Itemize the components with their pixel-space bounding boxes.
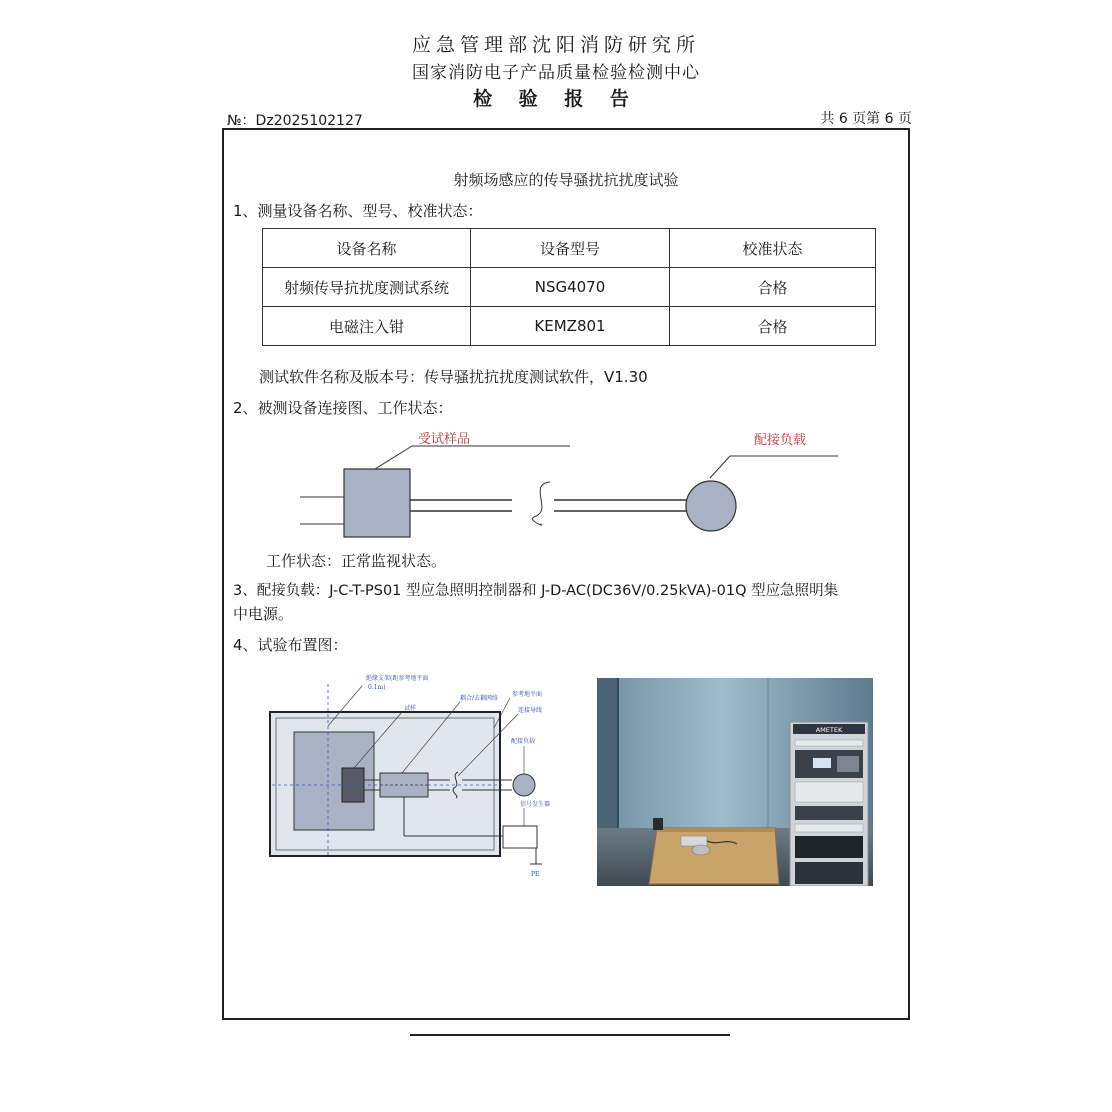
sample-leader-line (375, 446, 412, 469)
rack-slot-1 (795, 740, 863, 746)
document-title: 检 验 报 告 (473, 88, 639, 110)
sample-box (344, 469, 410, 537)
test-layout-diagram (262, 668, 582, 888)
signal-generator-box (503, 826, 537, 848)
item3-line1: 3、配接负载：J-C-T-PS01 型应急照明控制器和 J-D-AC(DC36V/0.25kVA)-01Q 型应急照明集 (233, 583, 839, 599)
rack-bottom-unit (795, 862, 863, 884)
load-circle (513, 774, 535, 796)
report-number: №：Dz2025102127 (227, 113, 363, 129)
table-row (263, 268, 876, 307)
wire-label: 连接导线 (518, 707, 543, 714)
sample-device (681, 836, 707, 846)
wall-connector (653, 818, 663, 830)
instrument-screen (813, 758, 831, 768)
item1-heading: 1、测量设备名称、型号、校准状态： (233, 202, 483, 220)
ground-plane-label: 参考地平面 (512, 691, 543, 698)
photo-drawing (597, 678, 873, 886)
table-cell: 射频传导抗扰度测试系统 (263, 268, 471, 307)
rack-instrument-2 (795, 782, 863, 802)
org-name-line1: 应急管理部沈阳消防研究所 (411, 34, 700, 56)
test-setup-photo (597, 678, 873, 886)
sample-diagram-label: 试样 (404, 705, 417, 712)
load-leader-line (710, 456, 730, 478)
table-row (263, 307, 876, 346)
load-circle (686, 481, 736, 531)
table-cell: NSG4070 (471, 268, 670, 307)
table-header-cell: 设备名称 (263, 229, 471, 268)
rack-brand-label: AMETEK (815, 726, 843, 734)
item2-heading: 2、被测设备连接图、工作状态： (233, 399, 453, 417)
rack-slot-2 (795, 824, 863, 832)
equipment-table (262, 228, 876, 346)
section-title: 射频场感应的传导骚扰抗扰度试验 (453, 171, 679, 189)
equipment-rack (790, 722, 868, 886)
load-label: 配接负载 (754, 433, 807, 448)
bottom-rule (410, 1034, 730, 1036)
table-cell: KEMZ801 (471, 307, 670, 346)
instrument-buttons (837, 756, 859, 772)
cdn-label: 耦合/去耦网络 (460, 695, 499, 702)
generator-label: 信号发生器 (520, 801, 551, 808)
rack-instrument-3 (795, 806, 863, 820)
wooden-table (649, 828, 779, 884)
support-label: 绝缘支架(距参考地平面 (366, 675, 429, 682)
item4-heading: 4、试验布置图： (233, 636, 348, 654)
item3-line2: 中电源。 (233, 605, 294, 623)
injection-clamp (692, 845, 710, 855)
table-cell: 合格 (670, 307, 876, 346)
table-header-cell: 设备型号 (471, 229, 670, 268)
page-info: 共 6 页第 6 页 (820, 111, 912, 127)
table-header-row (263, 229, 876, 268)
cable-break-symbol (533, 482, 550, 525)
rack-base-unit (795, 836, 863, 858)
table-cell: 合格 (670, 268, 876, 307)
sample-label: 受试样品 (418, 432, 471, 447)
support-label-2: 0.1m) (368, 684, 386, 691)
org-name-line2: 国家消防电子产品质量检验检测中心 (412, 63, 700, 83)
load-diagram-label: 配接负载 (511, 738, 536, 745)
table-header-cell: 校准状态 (670, 229, 876, 268)
work-state: 工作状态：正常监视状态。 (266, 552, 447, 570)
table-edge (657, 828, 775, 832)
pe-label: PE (531, 871, 540, 878)
table-cell: 电磁注入钳 (263, 307, 471, 346)
software-line: 测试软件名称及版本号：传导骚扰抗扰度测试软件，V1.30 (259, 368, 648, 386)
connection-diagram (290, 428, 850, 548)
